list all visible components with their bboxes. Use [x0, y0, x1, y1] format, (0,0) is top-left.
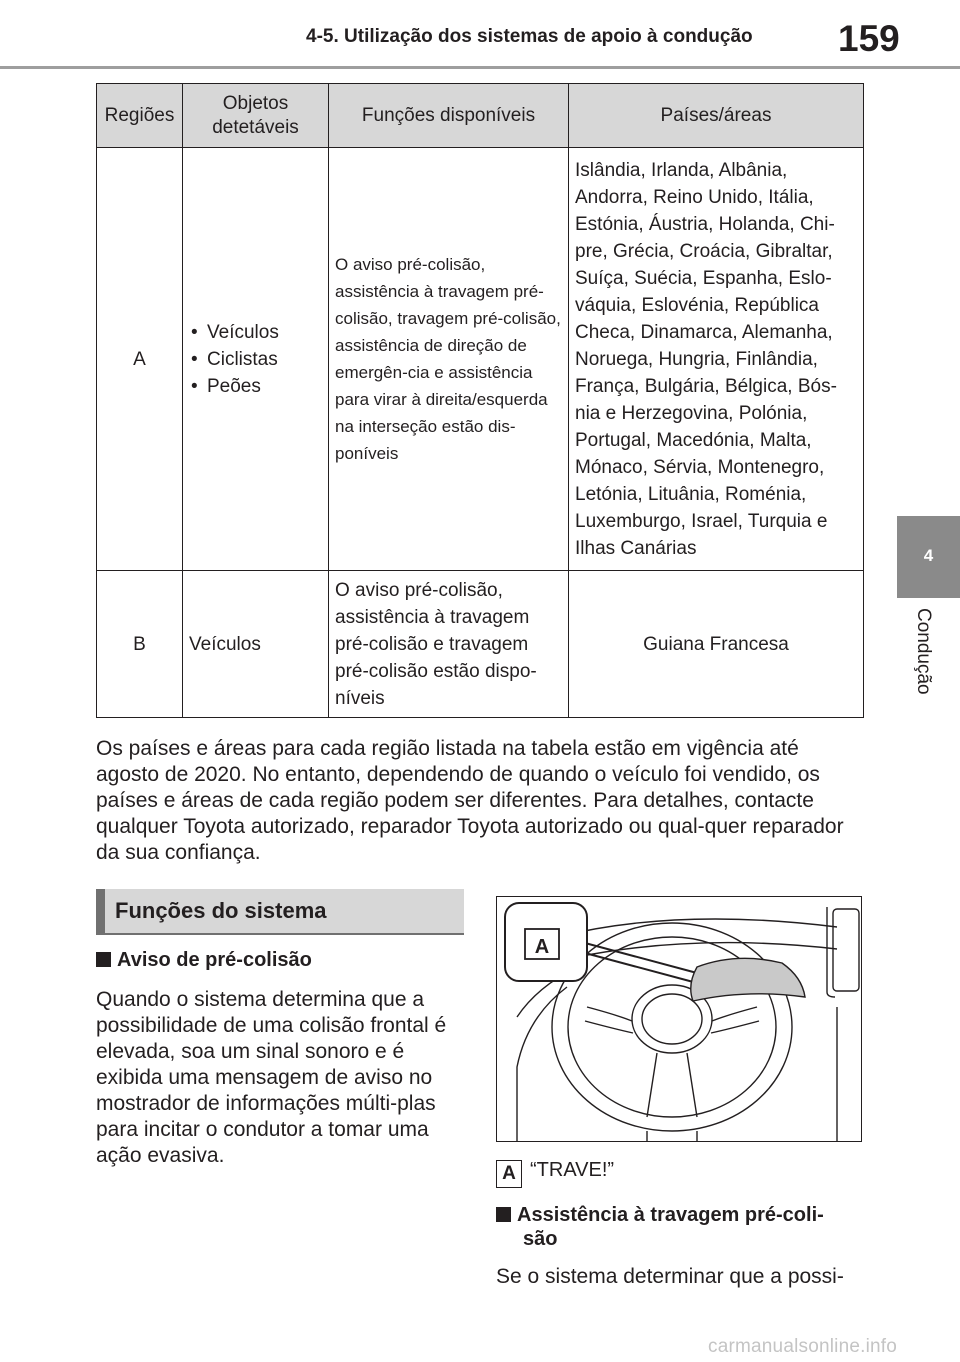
square-bullet-icon	[96, 952, 111, 967]
dashboard-illustration	[496, 896, 862, 1142]
chapter-label-text: Condução	[913, 608, 934, 695]
brake-assist-description: Se o sistema determinar que a possi-	[496, 1265, 844, 1288]
table-row	[97, 571, 864, 718]
section-heading	[96, 889, 464, 935]
cell-functions: O aviso pré-colisão, assistência à travagem pré-colisão, travagem pré-colisão, assistência de direção de emergên-cia e assistência para virar à direita/esquerda na interseção estão dis-poníveis	[329, 148, 569, 571]
illustration-callout-label: A	[534, 936, 550, 958]
object-item: • Peões	[189, 373, 322, 400]
cell-objects	[183, 148, 329, 571]
regions-table	[96, 83, 864, 718]
note-paragraph: Os países e áreas para cada região listada na tabela estão em vigência até agosto de 2020. No entanto, dependendo de quando o veículo foi vendido, os países e áreas de cada região podem ser diferentes. Para detalhes, contacte qualquer Toyota autorizado, reparador Toyota autorizado ou qual-quer reparador da sua confiança.	[96, 737, 844, 864]
header-rule	[0, 66, 960, 69]
chapter-label	[912, 608, 942, 718]
subheading-text-line2: são	[523, 1228, 558, 1250]
cell-region: A	[97, 148, 183, 571]
subheading-text: Assistência à travagem pré-coli-	[517, 1204, 824, 1226]
callout-badge: A	[496, 1160, 522, 1188]
header-countries: Países/áreas	[569, 84, 864, 148]
table-row	[97, 148, 864, 571]
header-regions: Regiões	[97, 84, 183, 148]
subheading-pre-collision-warning	[96, 948, 312, 972]
square-bullet-icon	[496, 1207, 511, 1222]
chapter-number: 4	[923, 546, 934, 565]
section-heading-text: Funções do sistema	[115, 898, 327, 923]
object-item: • Veículos	[189, 319, 322, 346]
cell-countries: Guiana Francesa	[569, 571, 864, 718]
cell-functions: O aviso pré-colisão, assistência à travagem pré-colisão e travagem pré-colisão estão dispo-níveis	[329, 571, 569, 718]
subheading-text: Aviso de pré-colisão	[117, 949, 312, 971]
running-header-title: 4-5. Utilização dos sistemas de apoio à condução	[306, 26, 753, 47]
table-header-row	[97, 84, 864, 148]
header-functions: Funções disponíveis	[329, 84, 569, 148]
callout-legend-text: “TRAVE!”	[530, 1159, 615, 1181]
cell-region: B	[97, 571, 183, 718]
cell-objects: Veículos	[183, 571, 329, 718]
header-objects: Objetos detetáveis	[183, 84, 329, 148]
page-number: 159	[838, 18, 900, 59]
watermark: carmanualsonline.info	[708, 1336, 898, 1357]
pre-collision-warning-description: Quando o sistema determina que a possibilidade de uma colisão frontal é elevada, soa um sinal sonoro e é exibida uma mensagem de aviso no mostrador de informações múlti-plas para incitar o condutor a tomar uma ação evasiva.	[96, 988, 447, 1167]
subheading-pre-collision-brake-assist	[496, 1203, 866, 1251]
cell-countries: Islândia, Irlanda, Albânia, Andorra, Reino Unido, Itália, Estónia, Áustria, Holanda, Chi-pre, Grécia, Croácia, Gibraltar, Suíça, Suécia, Espanha, Eslo-váquia, Eslovénia, República Checa, Dinamarca, Alemanha, Noruega, Hungria, Finlândia, França, Bulgária, Bélgica, Bós-nia e Herzegovina, Polónia, Portugal, Macedónia, Malta, Mónaco, Sérvia, Montenegro, Letónia, Lituânia, Roménia, Luxemburgo, Israel, Turquia e Ilhas Canárias	[569, 148, 864, 571]
object-item: • Ciclistas	[189, 346, 322, 373]
steering-wheel-illustration	[497, 897, 861, 1141]
